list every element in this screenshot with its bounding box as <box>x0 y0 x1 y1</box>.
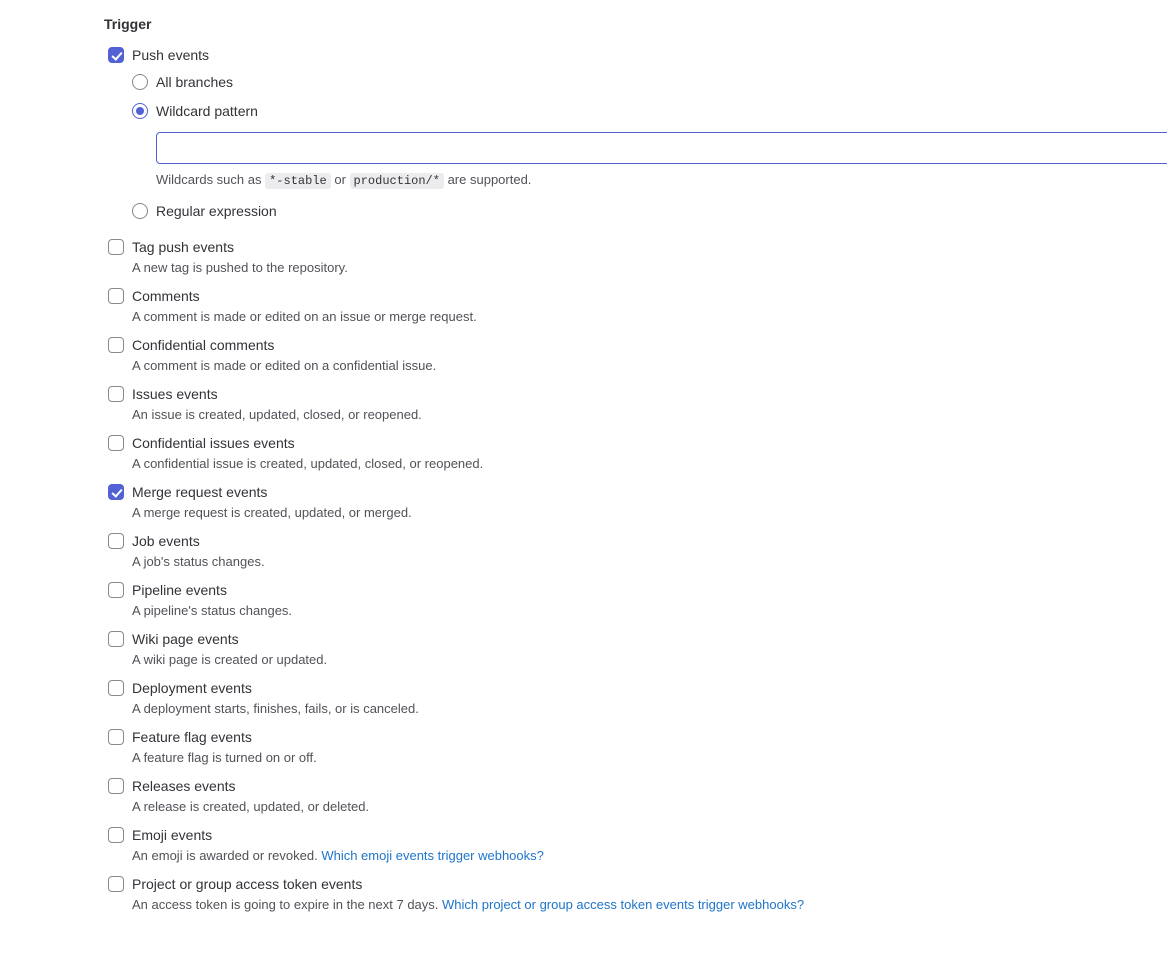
checkbox-row-pipeline-events[interactable] <box>104 581 1167 620</box>
wildcard-help-suffix: are supported. <box>447 172 532 187</box>
checkbox-row-feature-flag-events[interactable] <box>104 728 1167 767</box>
event-checkbox-list <box>104 238 1167 914</box>
confidential-issues-events-checkbox[interactable] <box>108 435 124 451</box>
emoji-events-label: Emoji events <box>132 827 213 843</box>
confidential-comments-help: A comment is made or edited on a confidential issue. <box>132 358 437 373</box>
comments-help: A comment is made or edited on an issue or merge request. <box>132 309 477 324</box>
checkbox-row-confidential-comments[interactable] <box>104 336 1167 375</box>
wildcard-example-1: *-stable <box>265 173 331 189</box>
feature-flag-events-checkbox[interactable] <box>108 729 124 745</box>
push-events-label: Push events <box>132 47 210 63</box>
checkbox-row-merge-request-events[interactable] <box>104 483 1167 522</box>
radio-row-wildcard-pattern[interactable] <box>128 102 1167 122</box>
regular-expression-radio[interactable] <box>132 203 148 219</box>
radio-row-regular-expression[interactable] <box>128 202 1167 222</box>
emoji-events-help-link[interactable]: Which emoji events trigger webhooks? <box>321 848 544 863</box>
tag-push-events-help: A new tag is pushed to the repository. <box>132 260 348 275</box>
access-token-events-checkbox[interactable] <box>108 876 124 892</box>
wiki-page-events-label: Wiki page events <box>132 631 239 647</box>
confidential-comments-checkbox[interactable] <box>108 337 124 353</box>
issues-events-checkbox[interactable] <box>108 386 124 402</box>
all-branches-label: All branches <box>156 74 234 90</box>
page-title: Trigger <box>104 16 152 32</box>
radio-row-all-branches[interactable] <box>128 73 1167 93</box>
job-events-label: Job events <box>132 533 200 549</box>
confidential-issues-events-help: A confidential issue is created, updated, closed, or reopened. <box>132 456 484 471</box>
confidential-issues-events-label: Confidential issues events <box>132 435 295 451</box>
deployment-events-checkbox[interactable] <box>108 680 124 696</box>
releases-events-help: A release is created, updated, or deleted. <box>132 799 370 814</box>
access-token-events-label: Project or group access token events <box>132 876 363 892</box>
wildcard-input-wrapper <box>128 132 1167 164</box>
checkbox-row-issues-events[interactable] <box>104 385 1167 424</box>
issues-events-label: Issues events <box>132 386 218 402</box>
merge-request-events-checkbox[interactable] <box>108 484 124 500</box>
feature-flag-events-help: A feature flag is turned on or off. <box>132 750 317 765</box>
wildcard-pattern-input[interactable] <box>156 132 1167 164</box>
pipeline-events-label: Pipeline events <box>132 582 227 598</box>
push-branch-filter-group <box>104 73 1167 222</box>
wildcard-pattern-radio[interactable] <box>132 103 148 119</box>
wildcard-help-conjunction: or <box>334 172 346 187</box>
access-token-events-help <box>132 895 1167 914</box>
wildcard-help-text <box>128 170 1167 191</box>
wildcard-example-2: production/* <box>350 173 444 189</box>
push-events-checkbox[interactable] <box>108 47 124 63</box>
access-token-events-help-link[interactable]: Which project or group access token events trigger webhooks? <box>442 897 805 912</box>
checkbox-row-deployment-events[interactable] <box>104 679 1167 718</box>
deployment-events-help: A deployment starts, finishes, fails, or is canceled. <box>132 701 419 716</box>
wildcard-help-prefix: Wildcards such as <box>156 172 262 187</box>
tag-push-events-checkbox[interactable] <box>108 239 124 255</box>
wiki-page-events-help: A wiki page is created or updated. <box>132 652 328 667</box>
releases-events-checkbox[interactable] <box>108 778 124 794</box>
checkbox-row-emoji-events[interactable] <box>104 826 1167 865</box>
pipeline-events-checkbox[interactable] <box>108 582 124 598</box>
job-events-help: A job's status changes. <box>132 554 265 569</box>
merge-request-events-help: A merge request is created, updated, or merged. <box>132 505 412 520</box>
checkbox-row-tag-push-events[interactable] <box>104 238 1167 277</box>
merge-request-events-label: Merge request events <box>132 484 268 500</box>
checkbox-row-access-token-events[interactable] <box>104 875 1167 914</box>
tag-push-events-label: Tag push events <box>132 239 234 255</box>
feature-flag-events-label: Feature flag events <box>132 729 252 745</box>
checkbox-row-comments[interactable] <box>104 287 1167 326</box>
emoji-events-help <box>132 846 1167 865</box>
checkbox-row-confidential-issues-events[interactable] <box>104 434 1167 473</box>
comments-checkbox[interactable] <box>108 288 124 304</box>
regular-expression-label: Regular expression <box>156 203 277 219</box>
pipeline-events-help: A pipeline's status changes. <box>132 603 293 618</box>
all-branches-radio[interactable] <box>132 74 148 90</box>
checkbox-row-wiki-page-events[interactable] <box>104 630 1167 669</box>
checkbox-row-push-events[interactable] <box>104 46 1167 65</box>
wildcard-pattern-label: Wildcard pattern <box>156 103 258 119</box>
releases-events-label: Releases events <box>132 778 236 794</box>
checkbox-row-releases-events[interactable] <box>104 777 1167 816</box>
checkbox-row-job-events[interactable] <box>104 532 1167 571</box>
confidential-comments-label: Confidential comments <box>132 337 275 353</box>
job-events-checkbox[interactable] <box>108 533 124 549</box>
access-token-events-help-text: An access token is going to expire in the next 7 days. <box>132 897 439 912</box>
comments-label: Comments <box>132 288 200 304</box>
issues-events-help: An issue is created, updated, closed, or reopened. <box>132 407 422 422</box>
wiki-page-events-checkbox[interactable] <box>108 631 124 647</box>
deployment-events-label: Deployment events <box>132 680 252 696</box>
emoji-events-checkbox[interactable] <box>108 827 124 843</box>
emoji-events-help-text: An emoji is awarded or revoked. <box>132 848 318 863</box>
